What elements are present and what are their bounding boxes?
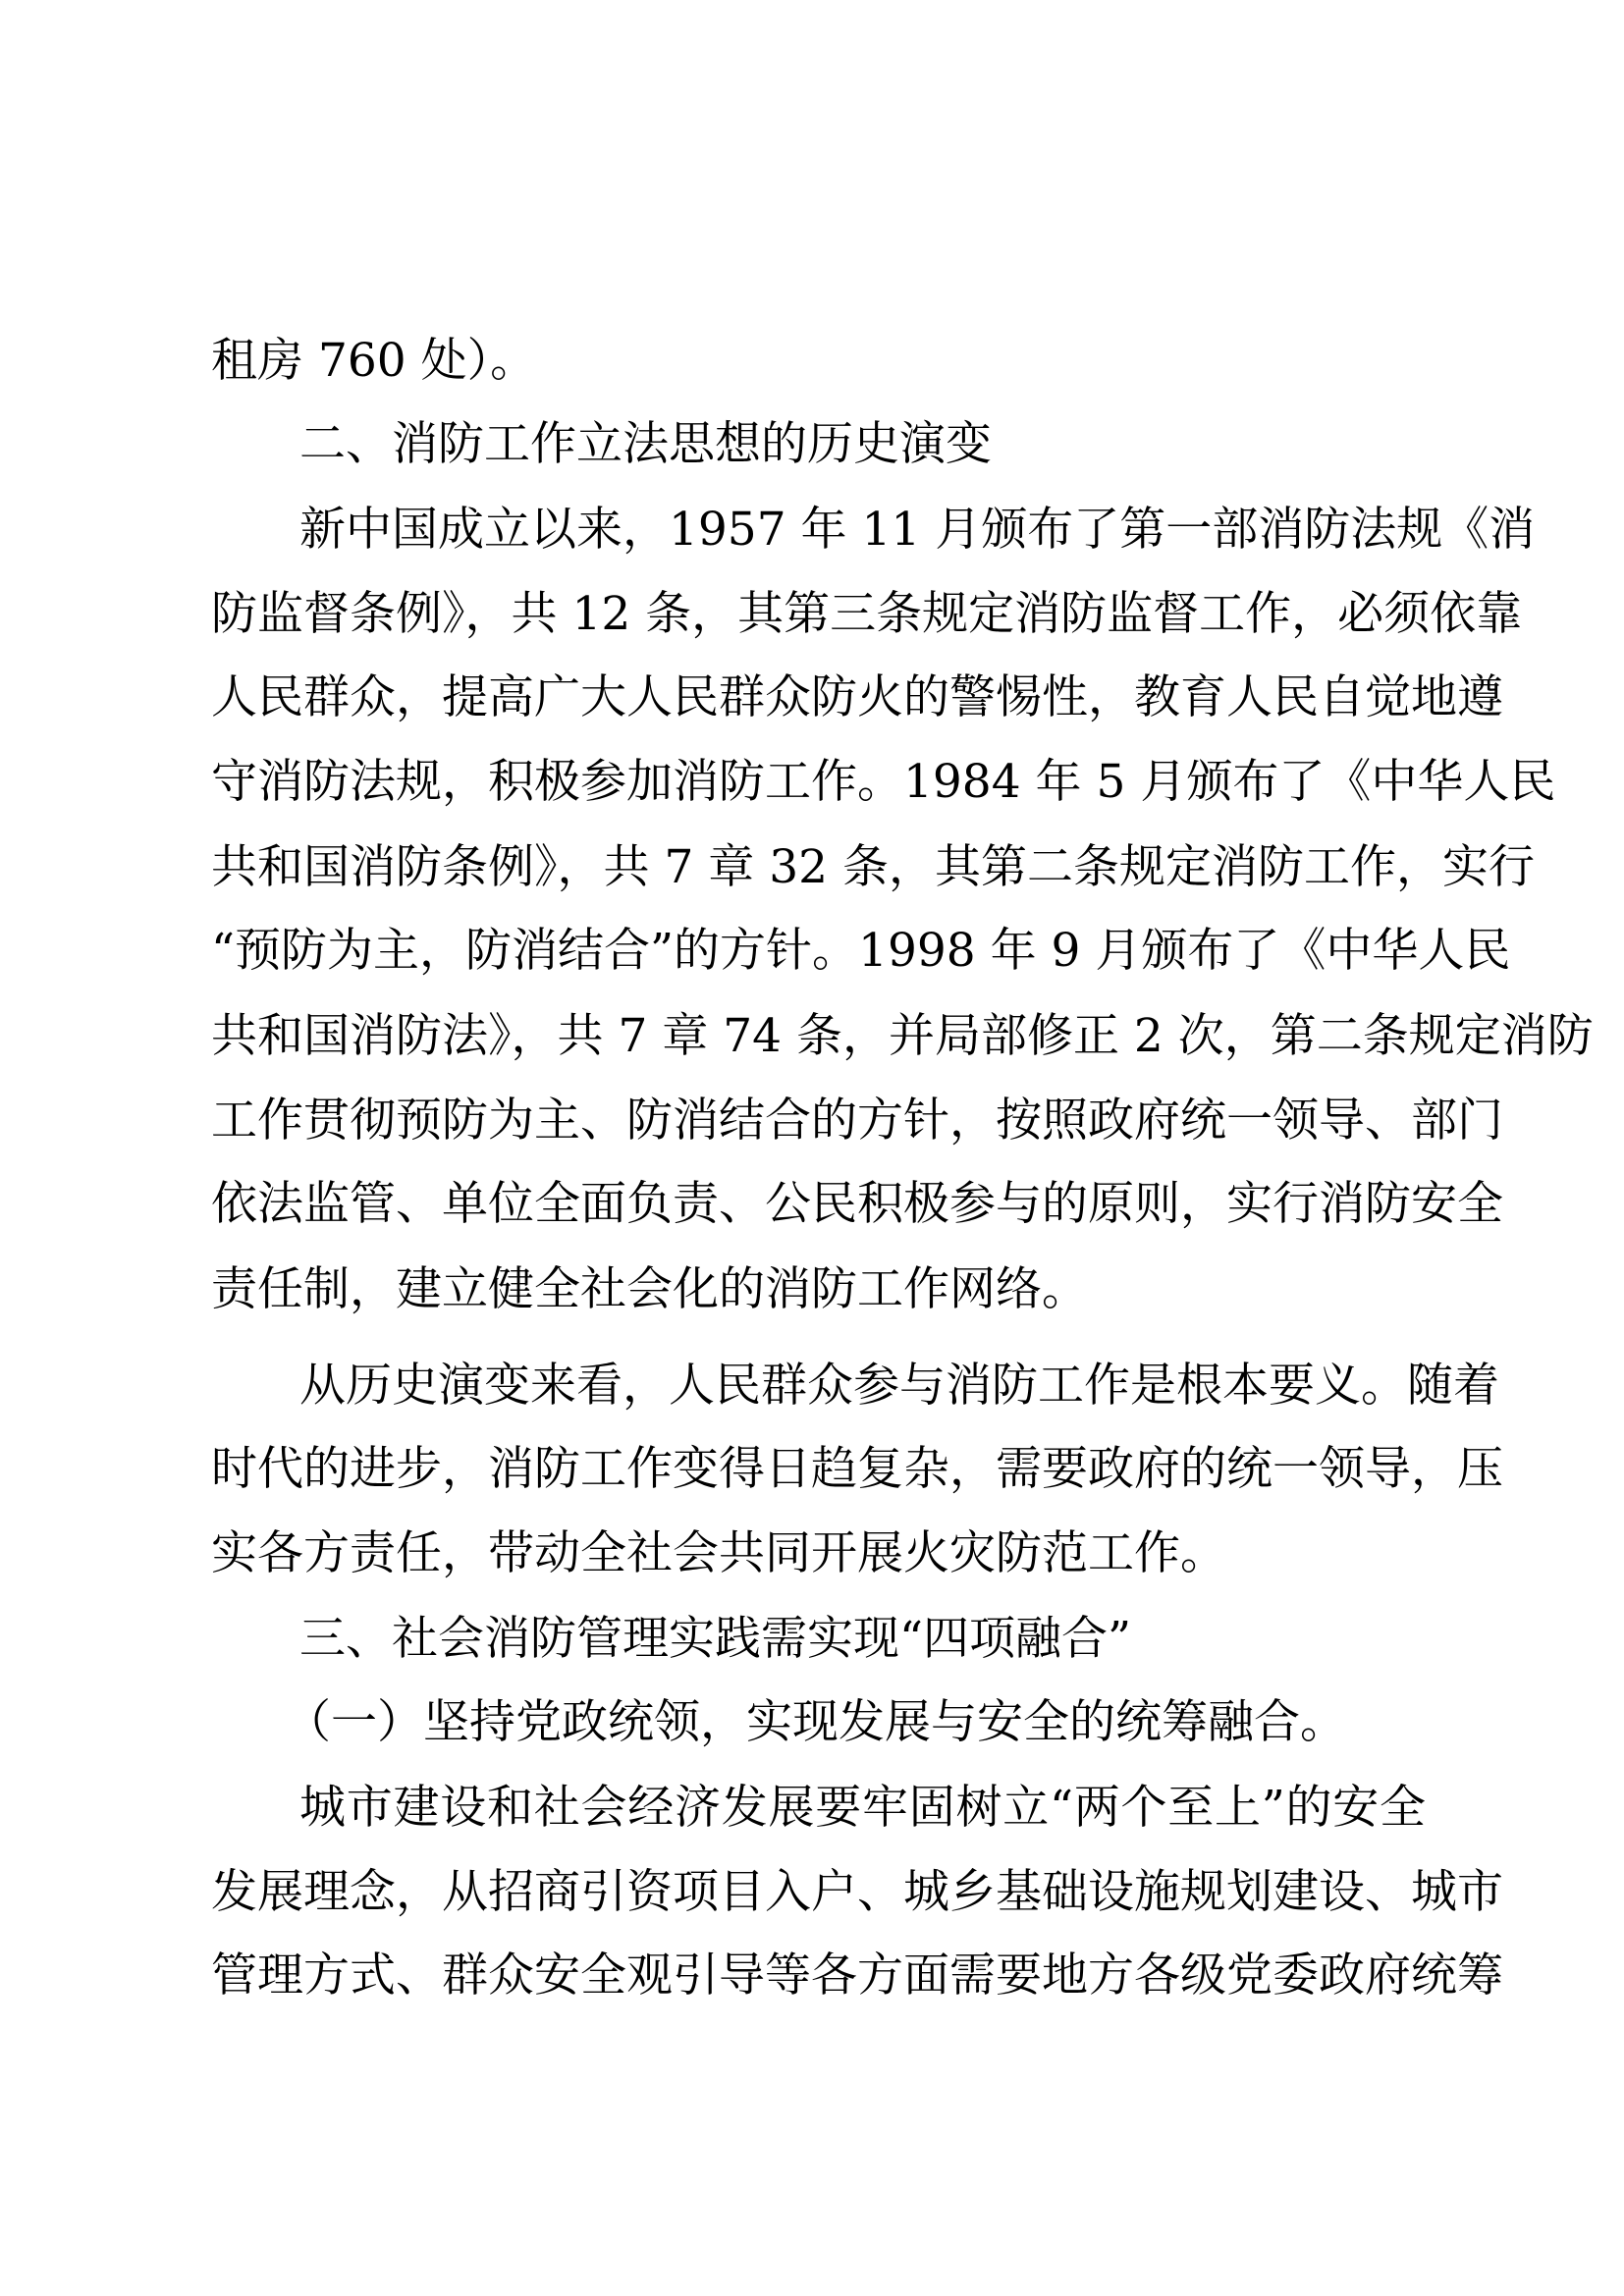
paragraph-line: 守消防法规，积极参加消防工作。1984 年 5 月颁布了《中华人民 — [211, 755, 1556, 809]
paragraph-line: 依法监管、单位全面负责、公民积极参与的原则，实行消防安全 — [211, 1177, 1503, 1231]
paragraph-line: 共和国消防法》，共 7 章 74 条，并局部修正 2 次，第二条规定消防 — [211, 1009, 1594, 1063]
paragraph-line: 实各方责任，带动全社会共同开展火灾防范工作。 — [211, 1526, 1226, 1580]
paragraph-line: 责任制，建立健全社会化的消防工作网络。 — [211, 1262, 1088, 1316]
section-heading: 二、消防工作立法思想的历史演变 — [299, 417, 992, 471]
subsection-heading: （一）坚持党政统领，实现发展与安全的统筹融合。 — [285, 1695, 1346, 1749]
paragraph-line: 共和国消防条例》，共 7 章 32 条，其第二条规定消防工作，实行 — [211, 840, 1535, 894]
paragraph-line: 租房 760 处）。 — [211, 334, 537, 388]
paragraph-line: 城市建设和社会经济发展要牢固树立“两个至上”的安全 — [299, 1781, 1426, 1835]
paragraph-line: 防监督条例》，共 12 条，其第三条规定消防监督工作，必须依靠 — [211, 587, 1523, 641]
paragraph-line: 工作贯彻预防为主、防消结合的方针，按照政府统一领导、部门 — [211, 1094, 1503, 1148]
paragraph-line: 时代的进步，消防工作变得日趋复杂，需要政府的统一领导，压 — [211, 1442, 1503, 1496]
paragraph-line: 新中国成立以来，1957 年 11 月颁布了第一部消防法规《消 — [299, 503, 1536, 557]
paragraph-line: “预防为主，防消结合”的方针。1998 年 9 月颁布了《中华人民 — [211, 924, 1511, 978]
paragraph-line: 管理方式、群众安全观引导等各方面需要地方各级党委政府统筹 — [211, 1949, 1503, 2002]
section-heading: 三、社会消防管理实践需实现“四项融合” — [299, 1612, 1132, 1666]
paragraph-line: 人民群众，提高广大人民群众防火的警惕性，教育人民自觉地遵 — [211, 670, 1503, 724]
paragraph-line: 发展理念，从招商引资项目入户、城乡基础设施规划建设、城市 — [211, 1865, 1503, 1919]
paragraph-line: 从历史演变来看，人民群众参与消防工作是根本要义。随着 — [299, 1359, 1499, 1413]
